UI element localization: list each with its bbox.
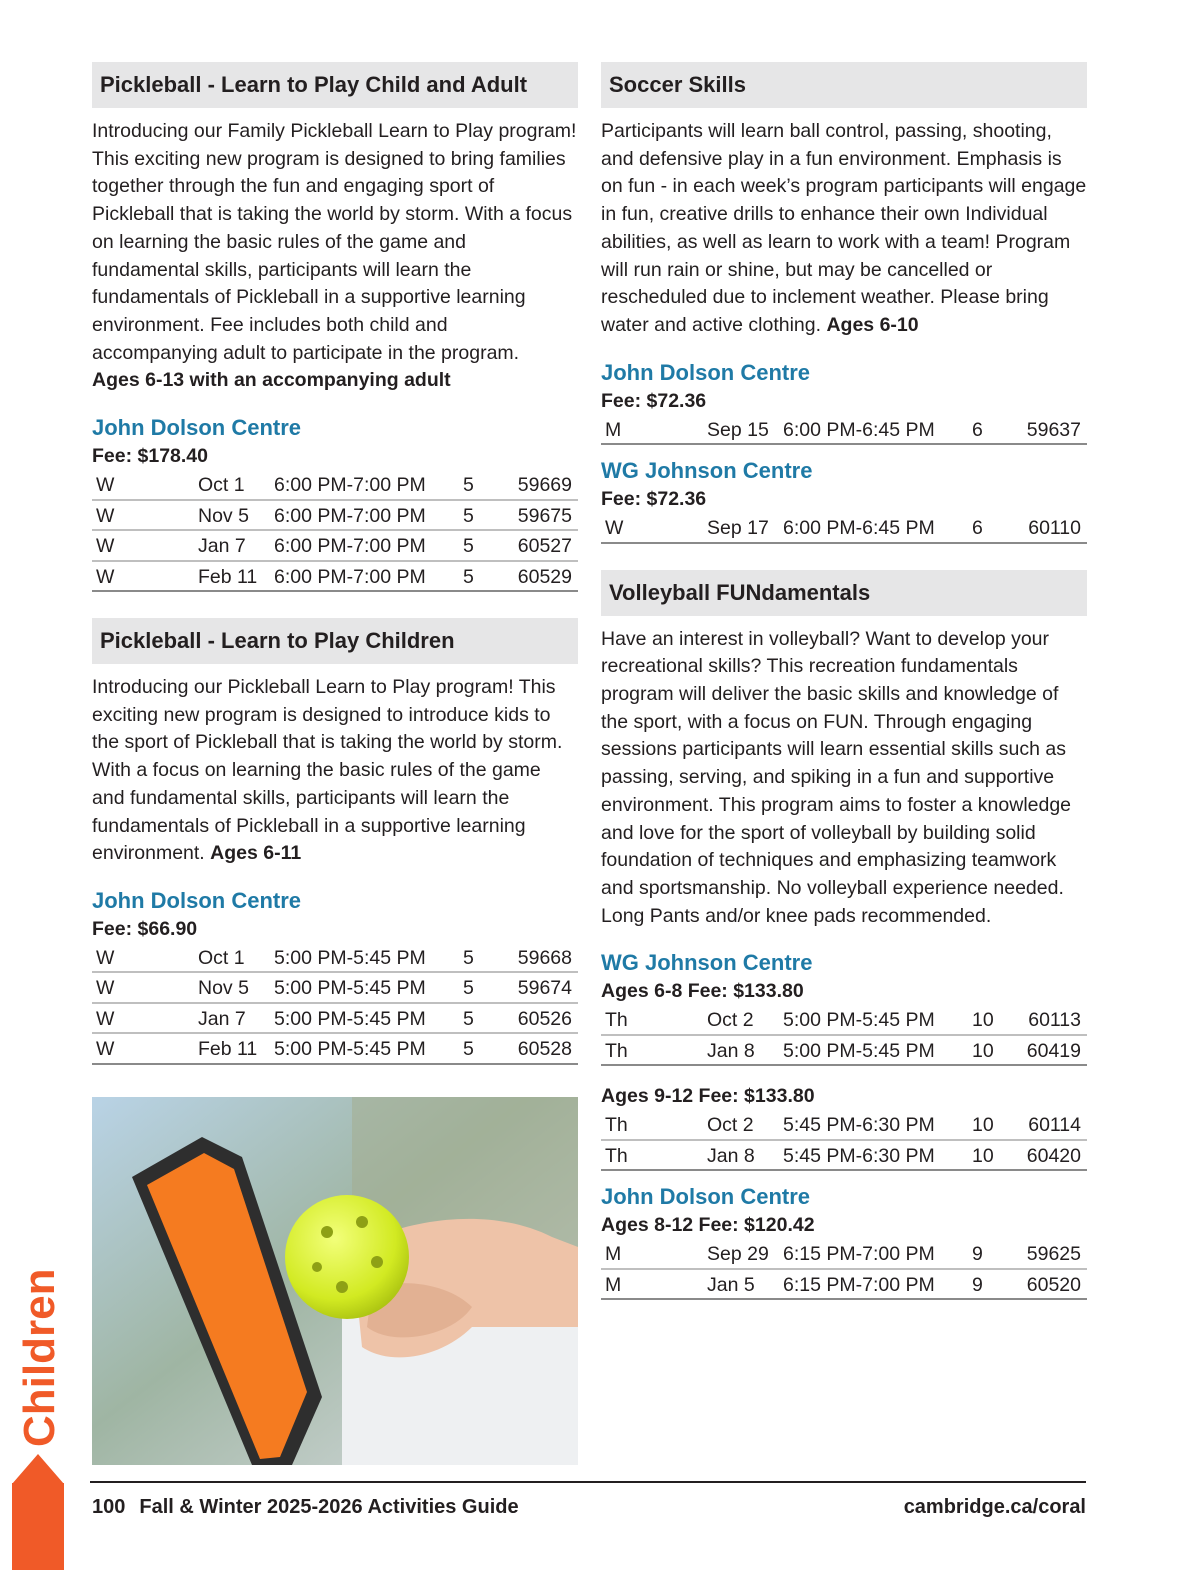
- program-description: Introducing our Family Pickleball Learn to Play program! This exciting new program is designed to bring families together through the fun and engaging sport of Pickleball that is taking the world by storm. With a focus on learning the basic rules of the game and fundamental skills, participants will learn the fundamentals of Pickleball in a supportive learning environment. Fee includes both child and accompanying adult to participate in the program. Ages 6-13 with an accompanying adult: [92, 120, 577, 392]
- table-row: W Nov 5 5:00 PM-5:45 PM 5 59674: [92, 973, 578, 1004]
- fee: Ages 8-12 Fee: $120.42: [601, 1214, 815, 1237]
- program-section: [92, 618, 578, 1065]
- table-row: W Feb 11 5:00 PM-5:45 PM 5 60528: [92, 1034, 578, 1065]
- location-name: WG Johnson Centre: [601, 458, 813, 484]
- table-row: Th Jan 8 5:45 PM-6:30 PM 10 60420: [601, 1141, 1087, 1172]
- schedule-table: [601, 1110, 1087, 1171]
- location-name: WG Johnson Centre: [601, 950, 813, 976]
- guide-title: Fall & Winter 2025-2026 Activities Guide: [139, 1496, 519, 1518]
- program-description: Have an interest in volleyball? Want to develop your recreational skills? This recreation fundamentals program will deliver the basic skills and knowledge of the sport, with a focus on FUN. Through engaging sessions participants will learn essential skills such as passing, serving, and spiking in a fun and supportive environment. This program aims to foster a knowledge and love for the sport of volleyball by building solid foundation of techniques and emphasizing teamwork and sportsmanship. No volleyball experience needed. Long Pants and/or knee pads recommended.: [601, 627, 1072, 927]
- table-row: Th Jan 8 5:00 PM-5:45 PM 10 60419: [601, 1036, 1087, 1067]
- location-name: John Dolson Centre: [92, 887, 302, 913]
- table-row: M Sep 15 6:00 PM-6:45 PM 6 59637: [601, 415, 1087, 446]
- section-side-tab: Children: [15, 1268, 64, 1447]
- footer-url[interactable]: cambridge.ca/coral: [903, 1496, 1086, 1518]
- table-row: M Jan 5 6:15 PM-7:00 PM 9 60520: [601, 1270, 1087, 1301]
- side-tab-arrow: [12, 1454, 64, 1484]
- footer-rule: [90, 1481, 1086, 1483]
- program-description: Introducing our Pickleball Learn to Play program! This exciting new program is designed to introduce kids to the sport of Pickleball that is taking the world by storm. With a focus on learning the basic rules of the game and fundamental skills, participants will learn the fundamentals of Pickleball in a supportive learning environment. Ages 6-11: [92, 676, 563, 865]
- side-tab-bar: [12, 1483, 64, 1570]
- table-row: W Oct 1 6:00 PM-7:00 PM 5 59669: [92, 470, 578, 501]
- fee: Ages 9-12 Fee: $133.80: [601, 1085, 815, 1108]
- fee: Fee: $178.40: [92, 445, 209, 468]
- table-row: W Jan 7 5:00 PM-5:45 PM 5 60526: [92, 1004, 578, 1035]
- left-column: [92, 62, 578, 1065]
- schedule-table: [601, 1005, 1087, 1066]
- age-range: Ages 6-11: [210, 842, 302, 865]
- location-name: John Dolson Centre: [601, 1184, 811, 1210]
- location-name: John Dolson Centre: [92, 415, 302, 441]
- fee: Fee: $66.90: [92, 917, 198, 940]
- age-range: Ages 6-10: [826, 313, 919, 336]
- program-description: Participants will learn ball control, passing, shooting, and defensive play in a fun environment. Emphasis is on fun - in each week’s program participants will engage in fun, creative drills to enhance their own Individual abilities, as well as learn to work with a team! Program will run rain or shine, but may be cancelled or rescheduled due to inclement weather. Please bring water and active clothing. Ages 6-10: [601, 120, 1087, 336]
- table-row: W Jan 7 6:00 PM-7:00 PM 5 60527: [92, 531, 578, 562]
- fee: Fee: $72.36: [601, 389, 707, 412]
- program-section: [601, 62, 1087, 544]
- table-row: W Nov 5 6:00 PM-7:00 PM 5 59675: [92, 501, 578, 532]
- fee: Ages 6-8 Fee: $133.80: [601, 980, 804, 1003]
- schedule-table: [601, 415, 1087, 446]
- fee: Fee: $72.36: [601, 488, 707, 511]
- program-section: [92, 62, 578, 592]
- pickleball-photo: [92, 1097, 578, 1465]
- right-column: [601, 62, 1087, 1300]
- schedule-table: [601, 513, 1087, 544]
- location-name: John Dolson Centre: [601, 359, 811, 385]
- footer-left: [92, 1496, 519, 1519]
- program-section: [601, 570, 1087, 1301]
- table-row: M Sep 29 6:15 PM-7:00 PM 9 59625: [601, 1239, 1087, 1270]
- schedule-table: [92, 470, 578, 592]
- section-title: Pickleball - Learn to Play Children: [92, 618, 578, 664]
- section-title: Volleyball FUNdamentals: [601, 570, 1087, 616]
- table-row: W Oct 1 5:00 PM-5:45 PM 5 59668: [92, 943, 578, 974]
- section-title: Soccer Skills: [601, 62, 1087, 108]
- section-title: Pickleball - Learn to Play Child and Adult: [92, 62, 578, 108]
- page-number: 100: [92, 1496, 126, 1518]
- table-row: Th Oct 2 5:45 PM-6:30 PM 10 60114: [601, 1110, 1087, 1141]
- age-range: Ages 6-13 with an accompanying adult: [92, 369, 451, 392]
- schedule-table: [92, 943, 578, 1065]
- table-row: Th Oct 2 5:00 PM-5:45 PM 10 60113: [601, 1005, 1087, 1036]
- table-row: W Sep 17 6:00 PM-6:45 PM 6 60110: [601, 513, 1087, 544]
- table-row: W Feb 11 6:00 PM-7:00 PM 5 60529: [92, 562, 578, 593]
- schedule-table: [601, 1239, 1087, 1300]
